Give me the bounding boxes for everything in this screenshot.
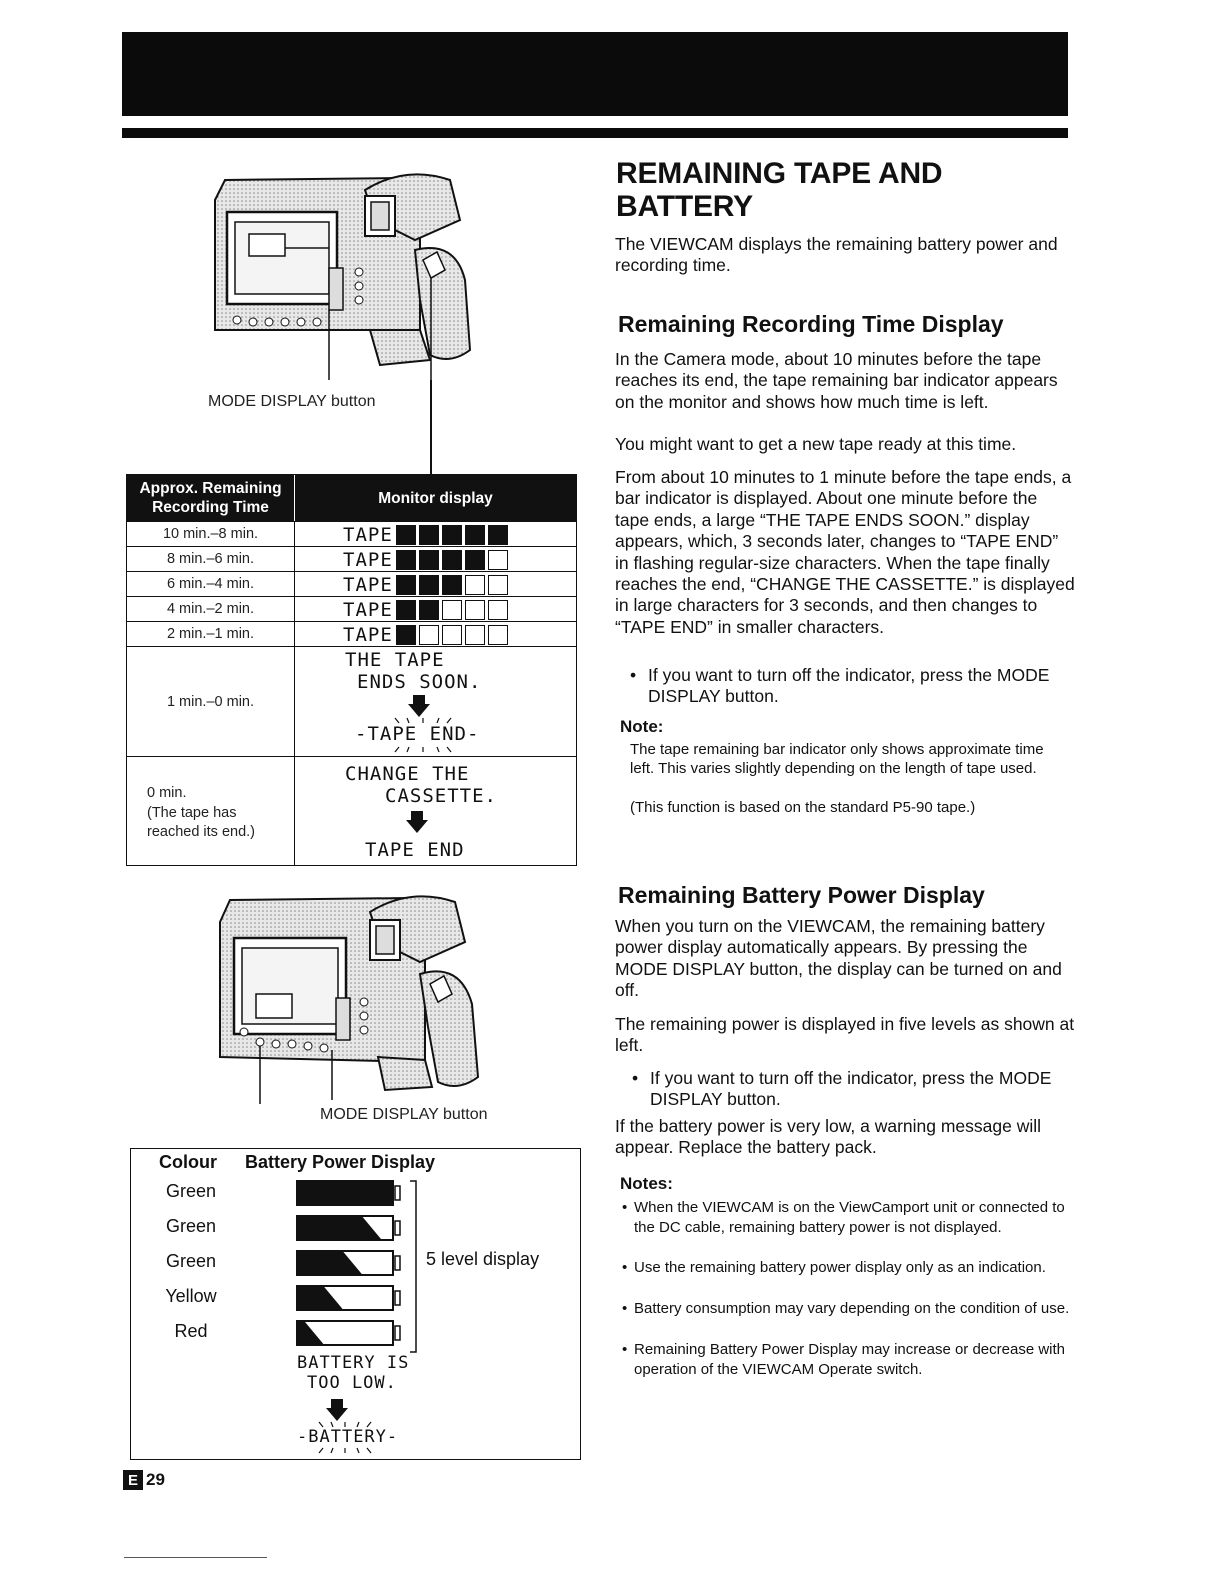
down-arrow-icon [406,811,428,833]
tape-bar-filled [419,550,439,570]
header-band [122,32,1068,116]
tape-row-time: 1 min.–0 min. [127,647,295,756]
tape-bar-empty [465,600,485,620]
tape-row [127,521,576,546]
tape-bar-indicator [343,524,511,546]
header-rule [122,128,1068,138]
battery-level-icon [295,1249,405,1277]
five-level-display-label: 5 level display [426,1249,540,1269]
flash-rays-bottom-icon [301,1447,391,1455]
tape-bar-filled [442,525,462,545]
cassette-text: CASSETTE. [385,785,497,807]
tape-bar-filled [442,550,462,570]
battery-section-heading: Remaining Battery Power Display [618,882,985,908]
tape-table-header-right: Monitor display [295,475,576,521]
battery-colour-label: Green [165,1181,217,1201]
battery-flashing-text: -BATTERY- [297,1427,399,1447]
tape-row-time: 4 min.–2 min. [127,597,295,621]
tape-row-time: 8 min.–6 min. [127,547,295,571]
battery-bullet: • If you want to turn off the indicator, press the MODE DISPLAY button. [632,1068,1052,1110]
tape-row [127,546,576,571]
tape-bar-filled [396,600,416,620]
footer-rule [124,1557,267,1558]
tape-row [127,596,576,621]
tape-row-time-note-2: reached its end.) [147,824,256,841]
leader-line [430,380,432,474]
camera-illustration-top [205,160,485,380]
change-the-text: CHANGE THE [345,763,470,785]
tape-word: TAPE [343,524,393,546]
battery-colour-label: Green [165,1216,217,1236]
battery-paragraph-2: The remaining power is displayed in five levels as shown at left. [615,1014,1075,1056]
recording-section-heading: Remaining Recording Time Display [618,311,1004,337]
battery-level-icon [295,1319,405,1347]
battery-colour-label: Green [165,1251,217,1271]
battery-level-icon [295,1284,405,1312]
tape-row-time: 10 min.–8 min. [127,522,295,546]
tape-row [127,571,576,596]
tape-bar-indicator [343,549,511,571]
recording-bullet: • If you want to turn off the indicator, press the MODE DISPLAY button. [630,665,1050,707]
tape-row-1min [127,646,576,756]
tape-bar-empty [488,600,508,620]
tape-bar-filled [465,550,485,570]
note-text-2: (This function is based on the standard P5-90 tape.) [630,799,976,816]
note-text-1: The tape remaining bar indicator only shows approximate time left. This varies slightly depending on the length of tape used. [630,741,1044,778]
tape-bar-indicator [343,624,511,646]
tape-row-time: 0 min. [147,785,187,802]
page-number [123,1470,165,1490]
tape-word: TAPE [343,624,393,646]
tape-bar-empty [442,600,462,620]
level-bracket [408,1179,428,1354]
tape-row [127,621,576,646]
tape-bar-indicator [343,574,511,596]
tape-word: TAPE [343,549,393,571]
page-number-text: 29 [146,1470,165,1489]
tape-bar-filled [442,575,462,595]
language-badge: E [123,1470,143,1490]
tape-bar-filled [419,525,439,545]
recording-paragraph-1b: You might want to get a new tape ready at this time. [615,434,1017,454]
recording-paragraph-1: In the Camera mode, about 10 minutes before the tape reaches its end, the tape remaining bar indicator appears on the monitor and shows how much time is left. [615,349,1058,412]
tape-bar-filled [396,525,416,545]
battery-colour-label: Red [174,1321,208,1341]
tape-bar-filled [419,600,439,620]
mode-display-button-label-top: MODE DISPLAY button [208,393,376,410]
flash-rays-bottom-icon [357,746,487,754]
battery-colour-label: Yellow [165,1286,217,1306]
tape-bar-empty [488,625,508,645]
tape-table-header-left: Approx. Remaining Recording Time [127,475,295,521]
tape-bar-filled [396,625,416,645]
ends-soon-text: ENDS SOON. [357,671,482,693]
tape-word: TAPE [343,574,393,596]
tape-bar-empty [465,575,485,595]
battery-paragraph-1: When you turn on the VIEWCAM, the remaining battery power display automatically appears. By pressing the MODE DISPLAY button, the display can be turned on and off. [615,916,1062,1001]
tape-row-time-note: (The tape has [147,804,237,821]
tape-bar-empty [442,625,462,645]
colour-header: Colour [159,1152,217,1172]
tape-row-0min [127,756,576,866]
tape-bar-filled [465,525,485,545]
tape-bar-indicator [343,599,511,621]
battery-is-text: BATTERY IS [297,1353,410,1373]
camera-illustration-bottom [210,882,490,1104]
battery-power-table [130,1148,581,1460]
tape-bar-empty [465,625,485,645]
tape-bar-empty [488,575,508,595]
down-arrow-icon [326,1399,348,1421]
intro-paragraph: The VIEWCAM displays the remaining battery power and recording time. [615,234,1058,276]
mode-display-button-label-bottom: MODE DISPLAY button [320,1106,488,1123]
tape-bar-filled [488,525,508,545]
battery-display-header: Battery Power Display [245,1152,436,1172]
too-low-text: TOO LOW. [307,1373,397,1393]
tape-bar-filled [396,575,416,595]
down-arrow-icon [408,695,430,717]
the-tape-text: THE TAPE [345,649,445,671]
battery-level-icon [295,1214,405,1242]
tape-word: TAPE [343,599,393,621]
tape-bar-filled [396,550,416,570]
tape-bar-filled [419,575,439,595]
tape-row-time: 6 min.–4 min. [127,572,295,596]
notes-heading: Notes: [620,1174,673,1193]
battery-paragraph-3: If the battery power is very low, a warning message will appear. Replace the battery pack. [615,1116,1042,1158]
tape-remaining-table [126,474,577,866]
tape-row-time: 2 min.–1 min. [127,622,295,646]
recording-paragraph-2: From about 10 minutes to 1 minute before the tape ends, a bar indicator is displayed. About one minute before the tape ends, a large “THE TAPE ENDS SOON.” display appears, which, 3 seconds later, changes to “TAPE END” in flashing regular-size characters. When the tape finally reaches the end, “CHANGE THE CASSETTE.” is displayed in large characters for 3 seconds, and then changes to “TAPE END” in smaller characters. [615,467,1075,637]
page-title: REMAINING TAPE AND BATTERY [616,157,943,223]
note-heading: Note: [620,717,664,736]
tape-end-text: TAPE END [365,839,465,861]
tape-end-flashing-text: -TAPE END- [355,723,480,745]
battery-level-icon [295,1179,405,1207]
tape-bar-empty [419,625,439,645]
tape-bar-empty [488,550,508,570]
